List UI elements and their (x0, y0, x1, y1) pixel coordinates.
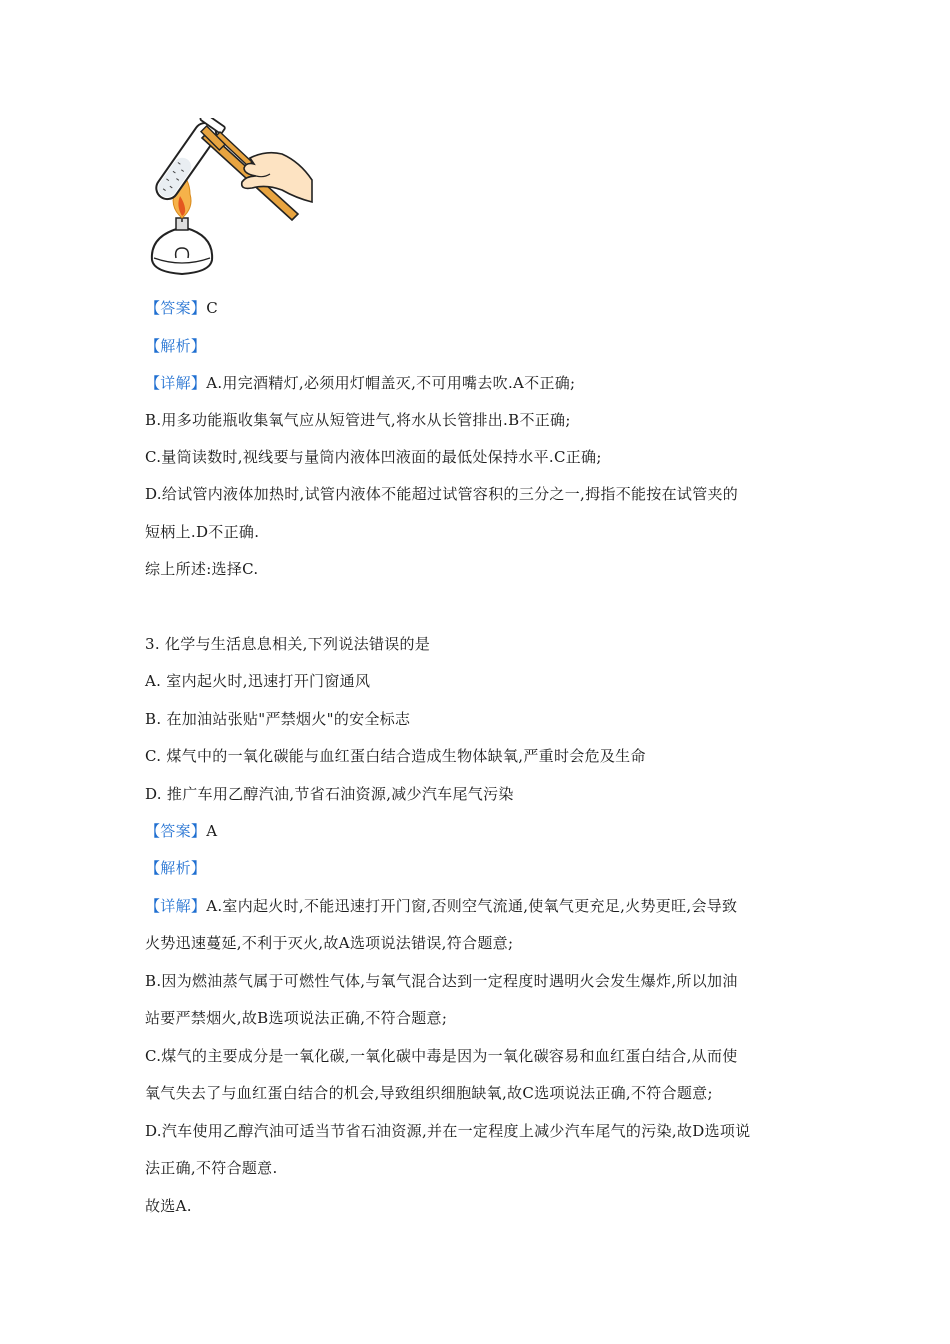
answer-tag: 【答案】 (145, 299, 207, 317)
q3-option-d: D. 推广车用乙醇汽油,节省石油资源,减少汽车尾气污染 (145, 785, 514, 803)
answer-value: C (206, 299, 218, 317)
q2-detail-line: 短柄上.D不正确. (145, 523, 260, 541)
q3-question: 3. 化学与生活息息相关,下列说法错误的是 (145, 635, 431, 653)
q3-detail-line: 站要严禁烟火,故B选项说法正确,不符合题意; (145, 1009, 448, 1027)
q3-detail-line: 法正确,不符合题意. (145, 1159, 278, 1177)
answer-tag: 【答案】 (145, 822, 207, 840)
detail-text: A.室内起火时,不能迅速打开门窗,否则空气流通,使氧气更充足,火势更旺,会导致 (206, 897, 738, 915)
q3-detail-line: C.煤气的主要成分是一氧化碳,一氧化碳中毒是因为一氧化碳容易和血红蛋白结合,从而使 (145, 1047, 738, 1065)
q3-analysis-tag: 【解析】 (145, 859, 207, 877)
alcohol-lamp (152, 216, 212, 274)
q2-detail-line (145, 373, 575, 393)
q3-option-b: B. 在加油站张贴"严禁烟火"的安全标志 (145, 710, 411, 728)
q2-detail-line: B.用多功能瓶收集氧气应从短管进气,将水从长管排出.B不正确; (145, 411, 571, 429)
q2-detail-line: D.给试管内液体加热时,试管内液体不能超过试管容积的三分之一,拇指不能按在试管夹的 (145, 485, 739, 503)
q2-conclusion: 综上所述:选择C. (145, 560, 259, 578)
heating-test-tube-figure (140, 118, 320, 288)
q2-detail-line: C.量筒读数时,视线要与量筒内液体凹液面的最低处保持水平.C正确; (145, 448, 602, 466)
q3-detail-line: 氧气失去了与血红蛋白结合的机会,导致组织细胞缺氧,故C选项说法正确,不符合题意; (145, 1084, 713, 1102)
q3-option-a: A. 室内起火时,迅速打开门窗通风 (145, 672, 371, 690)
q3-detail-line: 火势迅速蔓延,不利于灭火,故A选项说法错误,符合题意; (145, 934, 514, 952)
q2-answer (145, 298, 218, 318)
q3-detail-line: B.因为燃油蒸气属于可燃性气体,与氧气混合达到一定程度时遇明火会发生爆炸,所以加油 (145, 972, 738, 990)
detail-text: A.用完酒精灯,必须用灯帽盖灭,不可用嘴去吹.A不正确; (206, 374, 576, 392)
answer-value: A (206, 822, 218, 840)
q3-detail-line (145, 896, 737, 916)
q3-detail-line: D.汽车使用乙醇汽油可适当节省石油资源,并在一定程度上减少汽车尾气的污染,故D选项说 (145, 1122, 751, 1140)
q3-option-c: C. 煤气中的一氧化碳能与血红蛋白结合造成生物体缺氧,严重时会危及生命 (145, 747, 646, 765)
detail-tag: 【详解】 (145, 374, 207, 392)
q2-analysis-tag: 【解析】 (145, 337, 207, 355)
q3-conclusion: 故选A. (145, 1197, 192, 1215)
q3-answer (145, 821, 217, 841)
detail-tag: 【详解】 (145, 897, 207, 915)
